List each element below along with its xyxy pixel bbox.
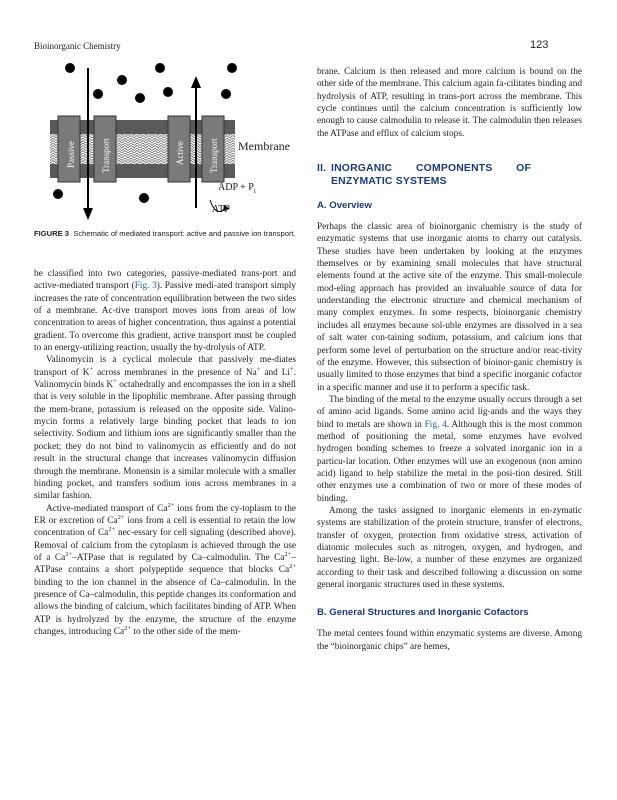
ion bbox=[65, 63, 75, 73]
figure-caption-label: FIGURE 3 bbox=[34, 229, 70, 238]
atp-label: ATP bbox=[212, 204, 230, 215]
paragraph: The metal centers found within enzymatic systems are diverse. Among the “bioinorganic chips” are hemes, bbox=[317, 629, 582, 652]
figure-4-link[interactable]: Fig. 4 bbox=[424, 419, 447, 430]
ion bbox=[117, 75, 127, 85]
ion bbox=[53, 189, 63, 199]
membrane-label: Membrane bbox=[238, 139, 290, 153]
right-column bbox=[317, 66, 582, 653]
active-label: Active bbox=[175, 141, 185, 165]
ion bbox=[221, 89, 231, 99]
paragraph: Among the tasks assigned to inorganic elements in en-zymatic systems are stabilization of the protein structure, transfer of electrons, transfer of oxygen, protection from oxidative stress, activation of diatomic molecules such as nitrogen, oxygen, and hydrogen, and harvesting light. Be-low, a number of these enzymes are organized according to their task and described following a discussion on some general inorganic structures used in these systems. bbox=[317, 505, 582, 591]
passive-label: Passive bbox=[66, 141, 76, 168]
paragraph: Active-mediated transport of $Ca^{2+}$ ions from the cy-toplasm to the ER or excretion of $Ca^{2+}$ ions from a cell is essential to retain the low concentration of $Ca^{2+}$ nec-essary for cell signaling (described above). Removal of calcium from the cytoplasm is achieved through the use of a $Ca^{2+}$–ATPase that is regulated by Ca–calmodulin. The $Ca^{2+}$–ATPase contains a short polypeptide sequence that blocks $Ca^{2+}$ binding to the ion channel in the absence of Ca–calmodulin. In the presence of Ca–calmodulin, this peptide changes its conformation and allows the binding of calcium, which facilitates binding of ATP. When ATP is hydrolyzed by the enzyme, the structure of the enzyme changes, introducing $Ca^{2+}$ to the other side of the mem- bbox=[34, 501, 296, 637]
ion bbox=[93, 89, 103, 99]
ion bbox=[163, 87, 173, 97]
figure-caption bbox=[34, 229, 296, 239]
figure-caption-text: Schematic of mediated transport: active and passive ion transport. bbox=[73, 229, 296, 238]
running-head: Bioinorganic Chemistry bbox=[34, 41, 121, 51]
paragraph: Valinomycin is a cyclical molecule that passively me-diates transport of K+ across membranes in the presence of Na+ and Li+. Valinomycin binds K+ octahedrally and encompasses the ion in a shell that is very soluble in the lipophilic membrane. After passing through the mem-brane, potassium is released on the opposite side. Valino-mycin forms a relatively large binding pocket that leads to ion selectivity. Sodium and lithium ions are significantly smaller than the pocket; they do not bind to valinomycin as efficiently and do not result in the structural change that increases valinomycin diffusion through the membrane. Monensin is a similar molecule with a smaller binding pocket, and transfers sodium ions across membranes in a similar fashion. bbox=[34, 355, 297, 502]
transport-label-2: Transport bbox=[209, 138, 219, 173]
passive-arrow-head bbox=[83, 208, 93, 220]
ion bbox=[139, 193, 149, 203]
transport-label-1: Transport bbox=[101, 138, 111, 173]
left-column bbox=[34, 268, 296, 638]
adp-label: ADP + $P_i$ bbox=[218, 182, 256, 195]
section-title: INORGANIC COMPONENTS OF ENZYMATIC SYSTEMS bbox=[331, 163, 531, 188]
paragraph: The binding of the metal to the enzyme usually occurs through a set of amino acid ligands. Some amino acid lig-ands and the ways they bind to metals are shown in Fig. 4. Although this is the most common method of positioning the metal, some enzymes have evolved hydrogen bonding schemes to freeze a solvated inorganic ion in a particu-lar location. Other enzymes will use an exogenous (non amino acid) ligand to help stabilize the metal in the posi-tion desired. Still other enzymes use a combination of two or more of these modes of binding. bbox=[317, 394, 582, 504]
paragraph: Perhaps the classic area of bioinorganic chemistry is the study of enzymatic systems that use inorganic atoms to charry out catalysis. These studies have been undertaken by looking at the enzymes themselves or by examining small molecules that have structural elements found at the active site of the enzyme. This small-molecule mod-eling approach has provided an invaluable source of data for understanding the electronic structure and chemical mechanism of many complex enzymes. In some respects, bioinorganic chemistry includes all enzymes because sol-uble enzymes are dissolved in a sea of salt water con-taining sodium, potassium, and calcium ions that perform some level of perturbation on the structure and/or reac-tivity of the enzyme. However, this subsection of bioinor-ganic chemistry is usually limited to those enzymes that bind a specific inorganic cofactor in a specific manner and use it to perform a specific task. bbox=[317, 222, 582, 393]
ion bbox=[155, 63, 165, 73]
section-number: II. bbox=[317, 163, 327, 175]
figure-3-link[interactable]: Fig. 3 bbox=[134, 281, 157, 292]
section-heading bbox=[317, 162, 582, 188]
subsection-heading-a: A. Overview bbox=[317, 200, 372, 212]
page-number: 123 bbox=[530, 39, 549, 51]
active-arrow-head bbox=[191, 76, 201, 88]
subsection-heading-b: B. General Structures and Inorganic Cofactors bbox=[317, 607, 529, 619]
paragraph: be classified into two categories, passive-mediated trans-port and active-mediated transport (Fig. 3). Passive medi-ated transport simply increases the rate of concentration equilibration between the two sides of a membrane. Ac-tive transport moves ions from areas of low concentration to areas of higher concentration, thus against a potential gradient. To overcome this gradient, active transport must be coupled to an energy-utilizing reaction, usually the hy-drolysis of ATP. bbox=[34, 269, 297, 354]
ion bbox=[227, 63, 237, 73]
paragraph: brane. Calcium is then released and more calcium is bound on the other side of the membrane. This calcium again fa-cilitates binding and hydrolysis of ATP, resulting in trans-port across the membrane. This cycle continues until the calcium concentration is sufficiently low enough to cause calmodulin to release it. The calmodulin then releases the ATPase and efflux of calcium stops. bbox=[317, 67, 582, 139]
ion bbox=[135, 93, 145, 103]
